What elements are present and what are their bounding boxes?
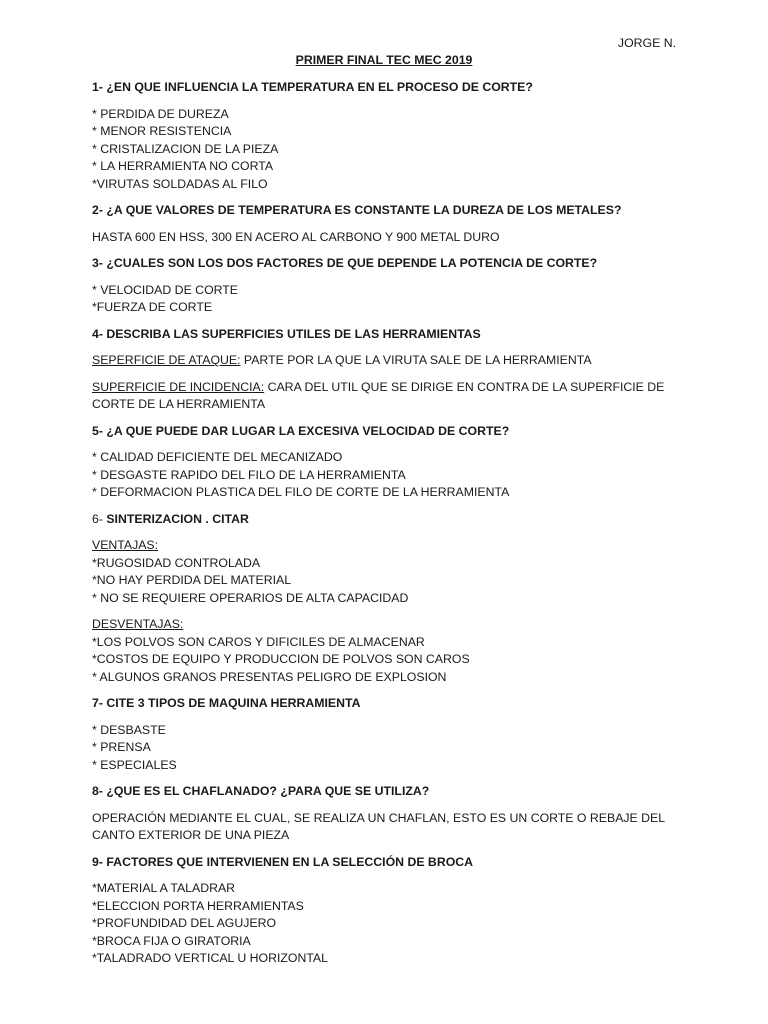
list-item: *VIRUTAS SOLDADAS AL FILO — [92, 176, 268, 191]
list-item: *LOS POLVOS SON CAROS Y DIFICILES DE ALMACENAR — [92, 634, 425, 649]
definition-term: SEPERFICIE DE ATAQUE: — [92, 353, 241, 367]
question-8: 8- ¿QUE ES EL CHAFLANADO? ¿PARA QUE SE UTILIZA? — [92, 784, 430, 798]
document-title: PRIMER FINAL TEC MEC 2019 — [295, 53, 473, 67]
definition-text: PARTE POR LA QUE LA VIRUTA SALE DE LA HERRAMIENTA — [240, 353, 592, 367]
list-item: *FUERZA DE CORTE — [92, 300, 213, 314]
list-item: *PROFUNDIDAD DEL AGUJERO — [92, 916, 277, 930]
question-7: 7- CITE 3 TIPOS DE MAQUINA HERRAMIENTA — [92, 696, 361, 710]
question-text: SINTERIZACION . CITAR — [106, 511, 249, 526]
answer-5-list — [92, 449, 682, 502]
answer-7-list — [92, 722, 682, 775]
list-item: *MATERIAL A TALADRAR — [92, 881, 236, 895]
question-4: 4- DESCRIBA LAS SUPERFICIES UTILES DE LAS HERRAMIENTAS — [92, 326, 481, 341]
question-number: 6- — [92, 511, 107, 526]
list-item: * MENOR RESISTENCIA — [92, 124, 232, 138]
list-item: * NO SE REQUIERE OPERARIOS DE ALTA CAPACIDAD — [92, 590, 409, 605]
definition-ataque — [92, 352, 682, 370]
question-5: 5- ¿A QUE PUEDE DAR LUGAR LA EXCESIVA VELOCIDAD DE CORTE? — [92, 423, 510, 438]
list-item: * PRENSA — [92, 740, 151, 754]
list-item: * ESPECIALES — [92, 757, 177, 772]
question-3: 3- ¿CUALES SON LOS DOS FACTORES DE QUE DEPENDE LA POTENCIA DE CORTE? — [92, 256, 598, 270]
list-item: * VELOCIDAD DE CORTE — [92, 282, 239, 297]
desventajas-label: DESVENTAJAS: — [92, 617, 184, 631]
list-item: *ELECCION PORTA HERRAMIENTAS — [92, 898, 304, 913]
ventajas-label: VENTAJAS: — [92, 538, 159, 552]
author-name: JORGE N. — [617, 36, 676, 50]
answer-1-list — [92, 106, 682, 194]
answer-8: OPERACIÓN MEDIANTE EL CUAL, SE REALIZA UN CHAFLAN, ESTO ES UN CORTE O REBAJE DEL CANTO EXTERIOR DE UNA PIEZA — [92, 810, 665, 842]
list-item: * CALIDAD DEFICIENTE DEL MECANIZADO — [92, 450, 343, 464]
answer-9-list — [92, 880, 682, 968]
answer-3-list — [92, 282, 682, 317]
list-item: *TALADRADO VERTICAL U HORIZONTAL — [92, 951, 328, 965]
list-item: * DEFORMACION PLASTICA DEL FILO DE CORTE DE LA HERRAMIENTA — [92, 485, 510, 499]
answer-2: HASTA 600 EN HSS, 300 EN ACERO AL CARBONO Y 900 METAL DURO — [92, 229, 500, 244]
question-9: 9- FACTORES QUE INTERVIENEN EN LA SELECCIÓN DE BROCA — [92, 854, 474, 869]
list-item: * PERDIDA DE DUREZA — [92, 106, 229, 121]
document-body — [92, 79, 682, 968]
list-item: * DESBASTE — [92, 722, 166, 737]
question-2: 2- ¿A QUE VALORES DE TEMPERATURA ES CONSTANTE LA DUREZA DE LOS METALES? — [92, 203, 622, 217]
list-item: * CRISTALIZACION DE LA PIEZA — [92, 141, 279, 156]
desventajas-section — [92, 616, 682, 686]
list-item: * ALGUNOS GRANOS PRESENTAS PELIGRO DE EXPLOSION — [92, 669, 447, 684]
question-1: 1- ¿EN QUE INFLUENCIA LA TEMPERATURA EN EL PROCESO DE CORTE? — [92, 80, 533, 94]
definition-text: CARA DEL UTIL QUE SE DIRIGE EN CONTRA DE LA SUPERFICIE DE CORTE DE LA HERRAMIENTA — [92, 379, 665, 411]
question-6 — [92, 511, 682, 529]
definition-incidencia — [92, 379, 682, 414]
list-item: * LA HERRAMIENTA NO CORTA — [92, 159, 274, 173]
list-item: *COSTOS DE EQUIPO Y PRODUCCION DE POLVOS SON CAROS — [92, 652, 470, 666]
list-item: *NO HAY PERDIDA DEL MATERIAL — [92, 573, 292, 587]
list-item: * DESGASTE RAPIDO DEL FILO DE LA HERRAMIENTA — [92, 467, 406, 482]
definition-term: SUPERFICIE DE INCIDENCIA: — [92, 379, 265, 394]
list-item: *BROCA FIJA O GIRATORIA — [92, 933, 251, 948]
ventajas-section — [92, 537, 682, 607]
list-item: *RUGOSIDAD CONTROLADA — [92, 555, 261, 570]
